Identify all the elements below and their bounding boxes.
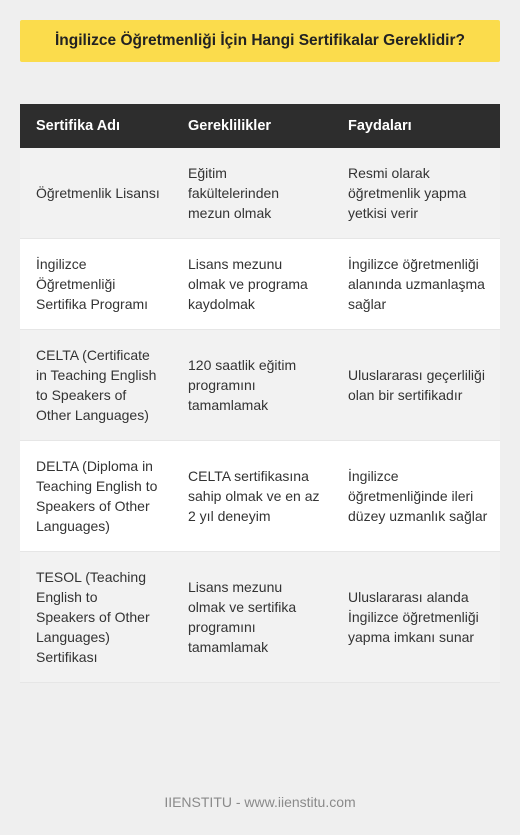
cell-certificate-name: CELTA (Certificate in Teaching English to Speakers of Other Languages): [20, 330, 172, 441]
cell-certificate-name: DELTA (Diploma in Teaching English to Speakers of Other Languages): [20, 441, 172, 552]
cell-certificate-name: Öğretmenlik Lisansı: [20, 148, 172, 239]
cell-requirements: Lisans mezunu olmak ve programa kaydolmak: [172, 239, 332, 330]
title-banner: [20, 20, 500, 62]
cell-certificate-name: TESOL (Teaching English to Speakers of Other Languages) Sertifikası: [20, 552, 172, 683]
cell-requirements: CELTA sertifikasına sahip olmak ve en az 2 yıl deneyim: [172, 441, 332, 552]
header-certificate-name: Sertifika Adı: [20, 104, 172, 148]
table-row: [20, 239, 500, 330]
cell-benefits: Resmi olarak öğretmenlik yapma yetkisi verir: [332, 148, 500, 239]
table-header-row: [20, 104, 500, 148]
header-requirements: Gereklilikler: [172, 104, 332, 148]
cell-requirements: 120 saatlik eğitim programını tamamlamak: [172, 330, 332, 441]
footer-credit: IIENSTITU - www.iienstitu.com: [164, 794, 356, 810]
cell-benefits: İngilizce öğretmenliği alanında uzmanlaşma sağlar: [332, 239, 500, 330]
page-title: İngilizce Öğretmenliği İçin Hangi Sertifikalar Gereklidir?: [54, 32, 465, 49]
table-row: [20, 441, 500, 552]
cell-benefits: İngilizce öğretmenliğinde ileri düzey uzmanlık sağlar: [332, 441, 500, 552]
header-benefits: Faydaları: [332, 104, 500, 148]
cell-benefits: Uluslararası geçerliliği olan bir sertifikadır: [332, 330, 500, 441]
table-row: [20, 330, 500, 441]
cell-requirements: Eğitim fakültelerinden mezun olmak: [172, 148, 332, 239]
cell-certificate-name: İngilizce Öğretmenliği Sertifika Programı: [20, 239, 172, 330]
certificates-table: [20, 104, 500, 683]
cell-requirements: Lisans mezunu olmak ve sertifika programını tamamlamak: [172, 552, 332, 683]
table-row: [20, 148, 500, 239]
cell-benefits: Uluslararası alanda İngilizce öğretmenliği yapma imkanı sunar: [332, 552, 500, 683]
table-row: [20, 552, 500, 683]
